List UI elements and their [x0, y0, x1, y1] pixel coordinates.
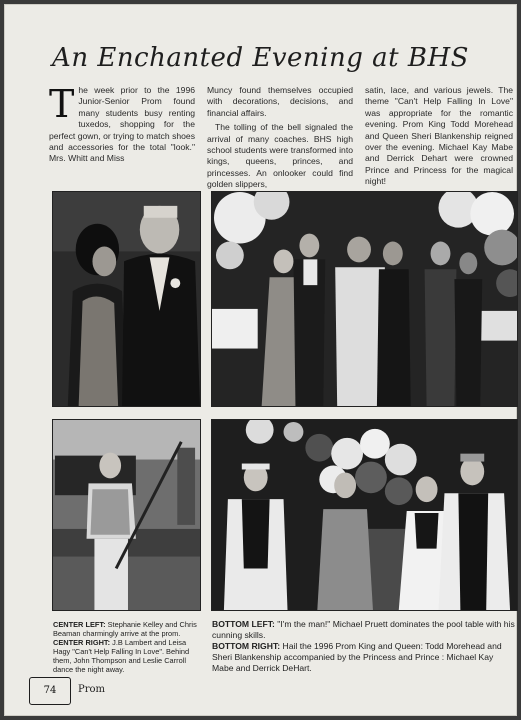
caption-bottom-left [212, 619, 517, 641]
photo-bottom-left [52, 419, 201, 611]
drop-cap: T [49, 82, 75, 126]
caption-center-left [53, 620, 203, 638]
caption-text-bottom-left: "I'm the man!" Michael Pruett dominates the pool table with his cunning skills. [212, 619, 515, 640]
caption-label-center-left: CENTER LEFT: [53, 620, 106, 629]
yearbook-page [4, 4, 517, 716]
caption-label-bottom-left: BOTTOM LEFT: [212, 619, 275, 629]
article-text-1: he week prior to the 1996 Junior-Senior Prom found many students busy renting tuxedos, shopping for the perfect gown, or trying to match shoes and accessories for the total "look." Mrs. Whitt and Miss [49, 85, 195, 164]
caption-center-right [53, 638, 203, 674]
article-column-1 [49, 82, 195, 165]
article-text-3: satin, lace, and various jewels. The theme "Can't Help Falling In Love" was appropriate for the romantic evening. Prom King Todd Morehead and Queen Sheri Blankenship reigned over the evening. Michael Kay Mabe and Derrick Dehart were crowned Prince and Princess for the magical night! [365, 85, 513, 187]
photo-center-right [211, 191, 518, 407]
caption-text-center-right: J.B Lambert and Leisa Hagy "Can't Help Falling In Love". Behind them, John Thompson and Leslie Carroll dance the night away. [53, 638, 190, 674]
article-text-2a: Muncy found themselves occupied with decorations, decisions, and financial affairs. [207, 85, 353, 118]
caption-text-bottom-right: Hail the 1996 Prom King and Queen: Todd Morehead and Sheri Blankenship accompanied by the Princess and Prince : Michael Kay Mabe and Derrick DeHart. [212, 641, 502, 673]
caption-text-center-left: Stephanie Kelley and Chris Beaman charmingly arrive at the prom. [53, 620, 197, 638]
caption-label-center-right: CENTER RIGHT: [53, 638, 111, 647]
photo-bottom-right [211, 419, 518, 611]
section-name: Prom [78, 684, 106, 695]
caption-label-bottom-right: BOTTOM RIGHT: [212, 641, 281, 651]
article-text-2b: The tolling of the bell signaled the arrival of many coaches. BHS high school students were transformed into kings, queens, princes, and princesses. An onlooker could find golden slippers, [207, 122, 353, 190]
page-number: 74 [43, 685, 57, 696]
photo-center-left [52, 191, 201, 407]
article-column-2 [207, 85, 353, 191]
page-title: An Enchanted Evening at BHS [52, 43, 469, 73]
book-icon [29, 677, 71, 705]
article-column-3 [365, 85, 513, 188]
caption-bottom-right [212, 641, 517, 674]
